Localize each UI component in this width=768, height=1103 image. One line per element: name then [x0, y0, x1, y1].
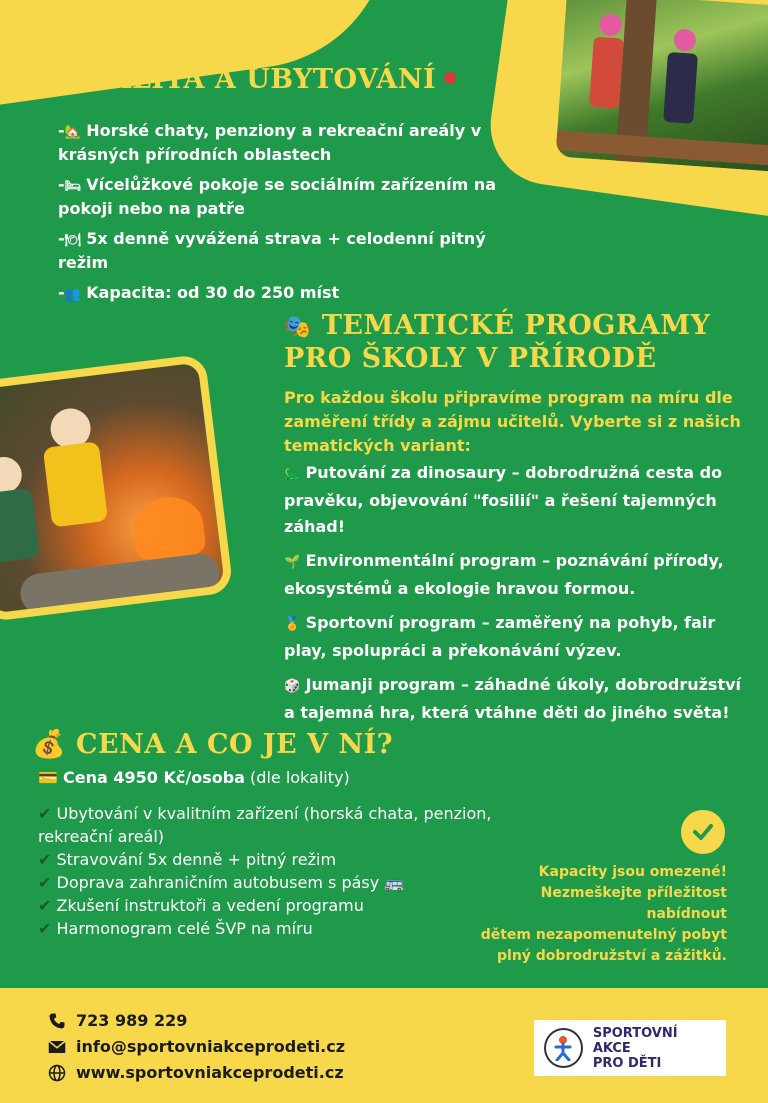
- location-title: LOKALITA A UBYTOVÁNÍ: [44, 64, 456, 95]
- rope-course-photo: [547, 0, 768, 180]
- list-item: ✔ Ubytování v kvalitním zařízení (horská chata, penzion, rekreační areál): [38, 804, 492, 846]
- dinosaur-icon: 🦕: [284, 467, 301, 482]
- programs-list: [284, 460, 744, 734]
- check-icon: ✔: [38, 873, 52, 892]
- envelope-icon: [48, 1040, 66, 1054]
- globe-icon: [48, 1064, 66, 1082]
- programs-title: 🎭 TEMATICKÉ PROGRAMY PRO ŠKOLY V PŘÍRODĚ: [284, 310, 711, 374]
- list-item: -🍽 5x denně vyvážená strava + celodenní pitný režim: [58, 229, 486, 272]
- list-item: 🌱 Environmentální program – poznávání přírody, ekosystémů a ekologie hravou formou.: [284, 551, 724, 598]
- web-line[interactable]: [48, 1063, 344, 1082]
- credit-card-icon: 💳: [38, 768, 58, 787]
- list-item: ✔ Harmonogram celé ŠVP na míru: [38, 919, 313, 938]
- website-link[interactable]: www.sportovniakceprodeti.cz: [76, 1063, 344, 1082]
- logo-text-line1: SPORTOVNÍ AKCE: [592, 1025, 678, 1056]
- logo-text-line2: PRO DĚTI: [592, 1055, 662, 1071]
- check-icon: ✔: [38, 850, 52, 869]
- bed-icon: 🛏: [64, 179, 82, 194]
- price-value: Cena 4950 Kč/osoba: [63, 768, 245, 787]
- price-includes-list: [38, 802, 518, 940]
- email-link[interactable]: info@sportovniakceprodeti.cz: [76, 1037, 346, 1056]
- seedling-icon: 🌱: [284, 555, 301, 570]
- checkmark-badge-icon: [681, 810, 725, 854]
- dice-icon: 🎲: [284, 679, 301, 694]
- list-item: ✔ Zkušení instruktoři a vedení programu: [38, 896, 364, 915]
- logo-emblem-icon: [544, 1028, 583, 1068]
- brand-logo: [534, 1020, 726, 1076]
- medal-icon: 🏅: [284, 617, 301, 632]
- list-item: ✔ Stravování 5x denně + pitný režim: [38, 850, 337, 869]
- people-icon: 👥: [64, 287, 81, 302]
- theater-masks-icon: 🎭: [284, 314, 312, 340]
- money-bag-icon: 💰: [32, 729, 67, 760]
- email-line[interactable]: [48, 1037, 345, 1056]
- map-pin-icon: [444, 72, 456, 84]
- check-icon: ✔: [38, 919, 52, 938]
- capacity-note: Kapacity jsou omezené! Nezmeškejte příležitost nabídnout dětem nezapomenutelný pobyt plný dobrodružství a zážitků.: [480, 864, 727, 964]
- price-line: [38, 768, 350, 787]
- price-title: 💰 CENA A CO JE V NÍ?: [32, 729, 394, 760]
- check-icon: ✔: [38, 896, 52, 915]
- list-item: 🎲 Jumanji program – záhadné úkoly, dobrodružství a tajemná hra, která vtáhne děti do jiného světa!: [284, 675, 741, 722]
- check-icon: ✔: [38, 804, 52, 823]
- phone-number[interactable]: 723 989 229: [76, 1011, 188, 1030]
- list-item: -🛏 Vícelůžkové pokoje se sociálním zařízením na pokoji nebo na patře: [58, 175, 496, 218]
- list-item: ✔ Doprava zahraničním autobusem s pásy 🚌: [38, 873, 405, 892]
- footer: [0, 988, 768, 1103]
- list-item: -👥 Kapacita: od 30 do 250 míst: [58, 282, 538, 306]
- house-icon: 🏡: [64, 125, 81, 140]
- list-item: 🦕 Putování za dinosaury – dobrodružná cesta do pravěku, objevování "fosilií" a řešení tajemných záhad!: [284, 463, 723, 536]
- programs-intro: Pro každou školu připravíme program na míru dle zaměření třídy a zájmu učitelů. Vyberte si z našich tematických variant:: [284, 388, 741, 455]
- list-item: 🏅 Sportovní program – zaměřený na pohyb, fair play, spolupráci a překonávání výzev.: [284, 613, 716, 660]
- list-item: -🏡 Horské chaty, penziony a rekreační areály v krásných přírodních oblastech: [58, 121, 482, 164]
- phone-line[interactable]: [48, 1011, 187, 1030]
- plate-icon: 🍽: [64, 233, 82, 248]
- phone-icon: [48, 1012, 66, 1030]
- price-note: (dle lokality): [250, 768, 350, 787]
- location-list: [58, 120, 538, 314]
- campfire-photo: [0, 354, 234, 623]
